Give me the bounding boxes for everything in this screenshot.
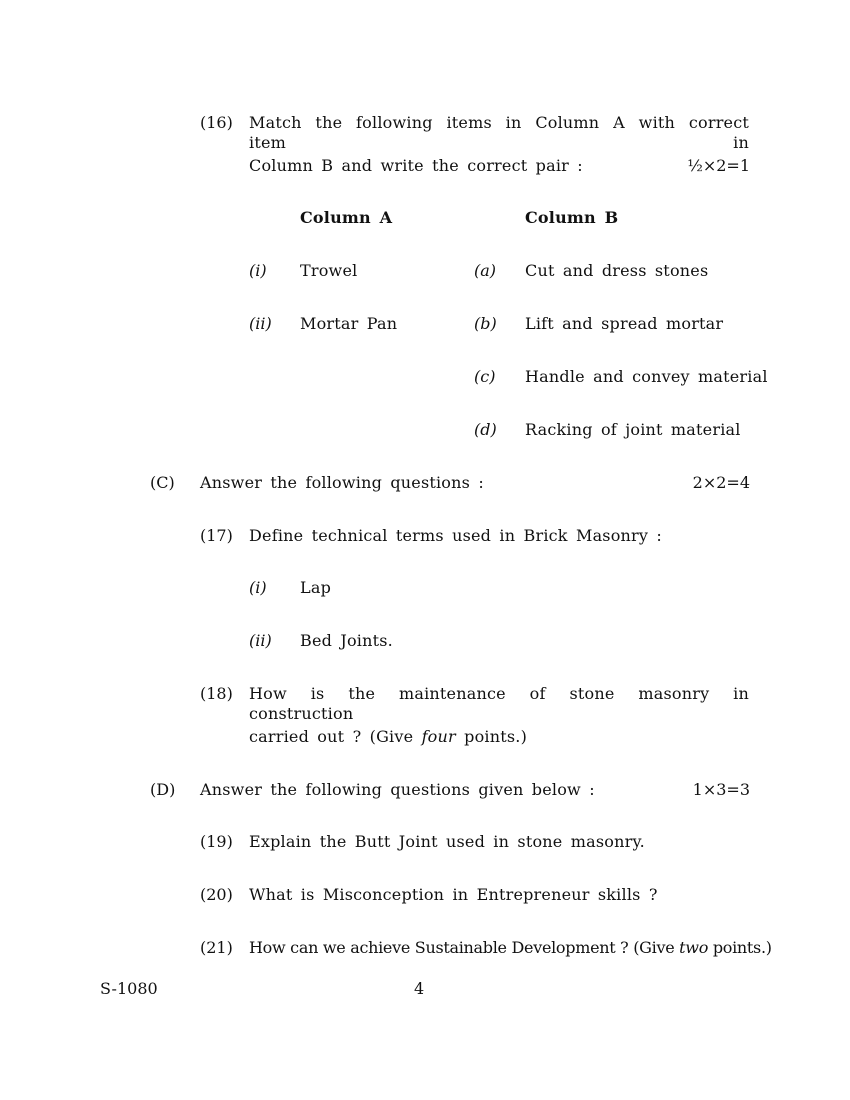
section-c-instruction: Answer the following questions : (200, 473, 484, 492)
column-a-header: Column A (300, 208, 393, 227)
column-a-item-text: Trowel (300, 261, 358, 280)
column-b-item-label: (a) (474, 261, 497, 280)
page-number: 4 (414, 979, 425, 998)
q16-line1: Match the following items in Column A with correct item in (249, 113, 749, 152)
q18-line2: carried out ? (Give four points.) (249, 727, 528, 746)
q17-text: Define technical terms used in Brick Masonry : (249, 526, 663, 545)
q16-marks: ½×2=1 (687, 156, 750, 175)
q21-text: How can we achieve Sustainable Development ? (Give two points.) (249, 938, 772, 957)
section-d-marks: 1×3=3 (692, 780, 750, 799)
footer-code: S-1080 (100, 979, 158, 998)
column-b-item-text: Racking of joint material (525, 420, 741, 439)
q17-item-label: (ii) (249, 631, 272, 650)
section-d-label: (D) (150, 780, 176, 799)
q16-line2: Column B and write the correct pair : (249, 156, 583, 175)
q20-text: What is Misconception in Entrepreneur skills ? (249, 885, 658, 904)
q16-number: (16) (200, 113, 233, 132)
section-c-marks: 2×2=4 (692, 473, 750, 492)
column-b-item-label: (c) (474, 367, 496, 386)
column-a-item-label: (ii) (249, 314, 272, 333)
q17-item-text: Bed Joints. (300, 631, 393, 650)
q19-number: (19) (200, 832, 233, 851)
q17-item-text: Lap (300, 578, 332, 597)
q17-number: (17) (200, 526, 233, 545)
section-c-label: (C) (150, 473, 175, 492)
q20-number: (20) (200, 885, 233, 904)
q21-number: (21) (200, 938, 233, 957)
column-b-item-text: Lift and spread mortar (525, 314, 724, 333)
column-b-item-text: Handle and convey material (525, 367, 768, 386)
column-b-header: Column B (525, 208, 619, 227)
q18-line1: How is the maintenance of stone masonry in construction (249, 684, 749, 723)
q19-text: Explain the Butt Joint used in stone masonry. (249, 832, 645, 851)
column-b-item-text: Cut and dress stones (525, 261, 709, 280)
column-b-item-label: (d) (474, 420, 497, 439)
column-a-item-label: (i) (249, 261, 267, 280)
column-b-item-label: (b) (474, 314, 497, 333)
q18-number: (18) (200, 684, 233, 703)
q17-item-label: (i) (249, 578, 267, 597)
section-d-instruction: Answer the following questions given below : (200, 780, 595, 799)
column-a-item-text: Mortar Pan (300, 314, 398, 333)
